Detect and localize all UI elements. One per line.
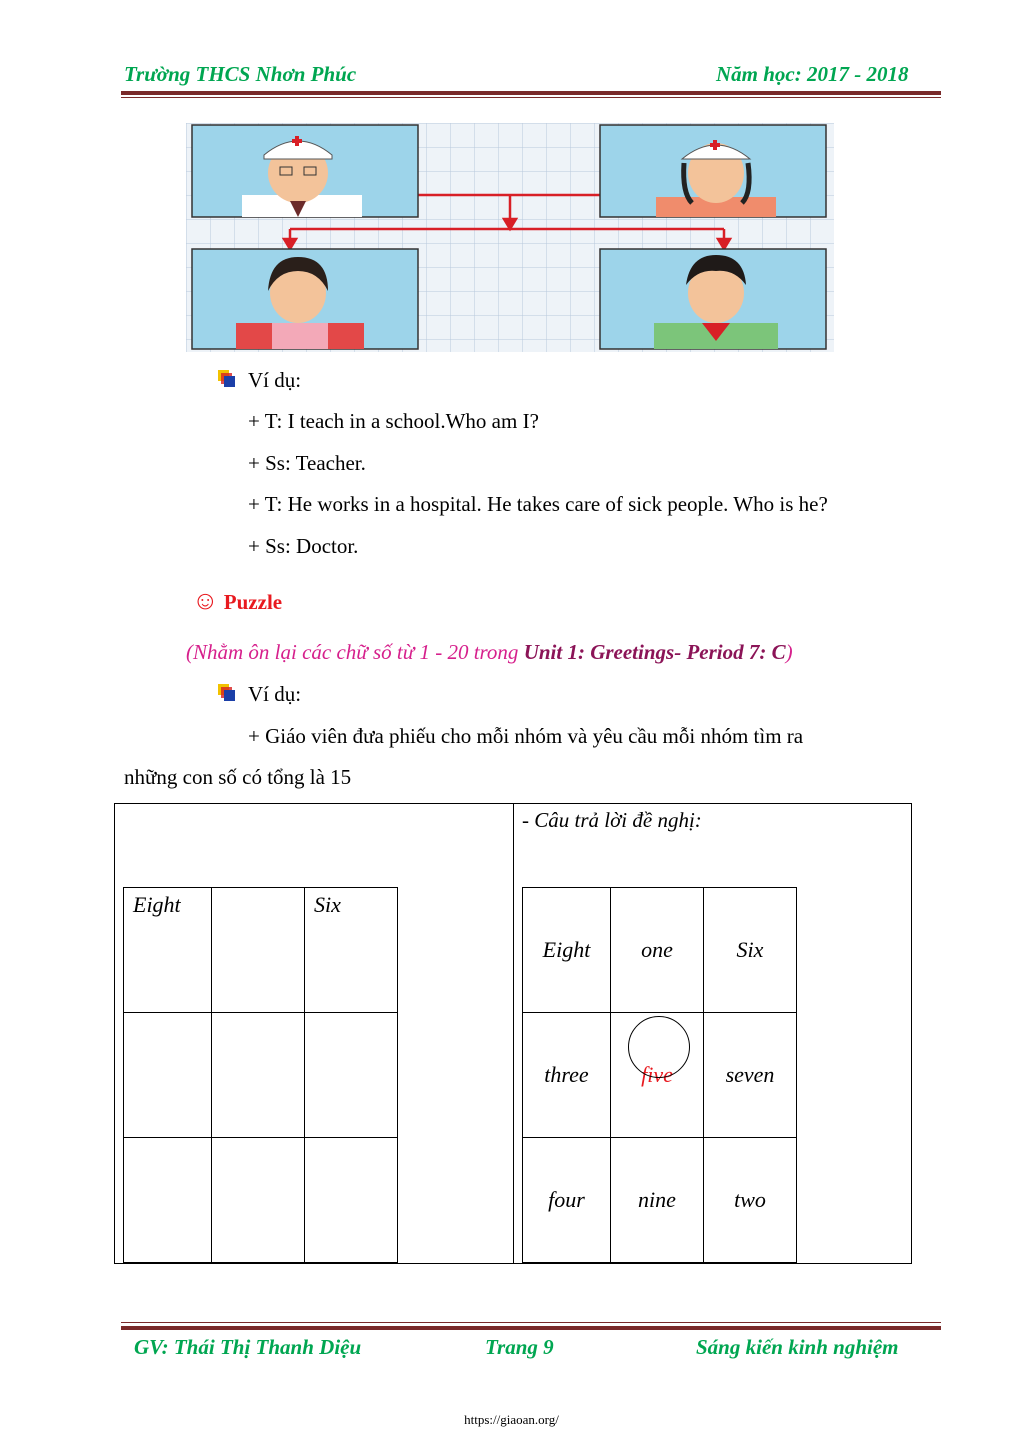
header-rule [121,91,941,95]
school-year: Năm học: 2017 - 2018 [716,62,909,86]
grid-cell [305,1013,398,1138]
grid-cell-center [611,1013,704,1138]
grid-cell: Six [704,888,797,1013]
instruction-text: những con số có tổng là 15 [124,765,352,789]
answer-label: - Câu trả lời đề nghị: [522,808,702,832]
grid-cell [124,1013,212,1138]
puzzle-heading [192,586,282,616]
grid-cell: nine [611,1138,704,1263]
note-prefix: (Nhằm ôn lại các chữ số từ 1 - 20 trong [186,640,524,664]
occupations-illustration [186,123,834,352]
note-unit: Unit 1: Greetings- Period 7: C [523,640,786,664]
teacher-name: GV: Thái Thị Thanh Diệu [134,1335,362,1359]
grid-cell [212,888,305,1013]
example-label: Ví dụ: [248,682,302,706]
center-value: five [641,1062,673,1087]
dialogue-line: + Ss: Teacher. [248,451,366,475]
smiley-icon: ☺ [192,586,219,615]
bullet-icon [218,684,236,702]
bullet-icon [218,370,236,388]
grid-cell [212,1138,305,1263]
example-label: Ví dụ: [248,368,302,392]
dialogue-line: + Ss: Doctor. [248,534,359,558]
nurse-portrait [600,125,826,217]
dialogue-line: + T: He works in a hospital. He takes care of sick people. Who is he? [248,492,828,516]
grid-cell: one [611,888,704,1013]
doctor-portrait [192,125,418,217]
boy-portrait [600,249,826,349]
footer-rule [121,1326,941,1330]
grid-cell: Eight [523,888,611,1013]
dialogue-line: + T: I teach in a school.Who am I? [248,409,539,433]
note-suffix: ) [785,640,793,664]
grid-cell: Six [305,888,398,1013]
footer-rule-thin [121,1322,941,1323]
document-title: Sáng kiến kinh nghiệm [696,1335,899,1359]
grid-cell [305,1138,398,1263]
instruction-text: + Giáo viên đưa phiếu cho mỗi nhóm và yêu cầu mỗi nhóm tìm ra [248,724,804,748]
answer-grid [522,887,797,1263]
header-rule-thin [121,97,941,98]
grid-cell: two [704,1138,797,1263]
source-url[interactable]: https://giaoan.org/ [464,1412,559,1427]
table-divider [513,803,514,1264]
puzzle-title: Puzzle [223,590,283,614]
grid-cell: Eight [124,888,212,1013]
circle-mark [628,1016,690,1078]
puzzle-grid [123,887,398,1263]
puzzle-note [186,640,793,665]
girl-portrait [192,249,418,349]
grid-cell: four [523,1138,611,1263]
grid-cell [212,1013,305,1138]
school-name: Trường THCS Nhơn Phúc [124,62,357,86]
page-number: Trang 9 [485,1335,554,1359]
grid-cell [124,1138,212,1263]
grid-cell: seven [704,1013,797,1138]
grid-cell: three [523,1013,611,1138]
